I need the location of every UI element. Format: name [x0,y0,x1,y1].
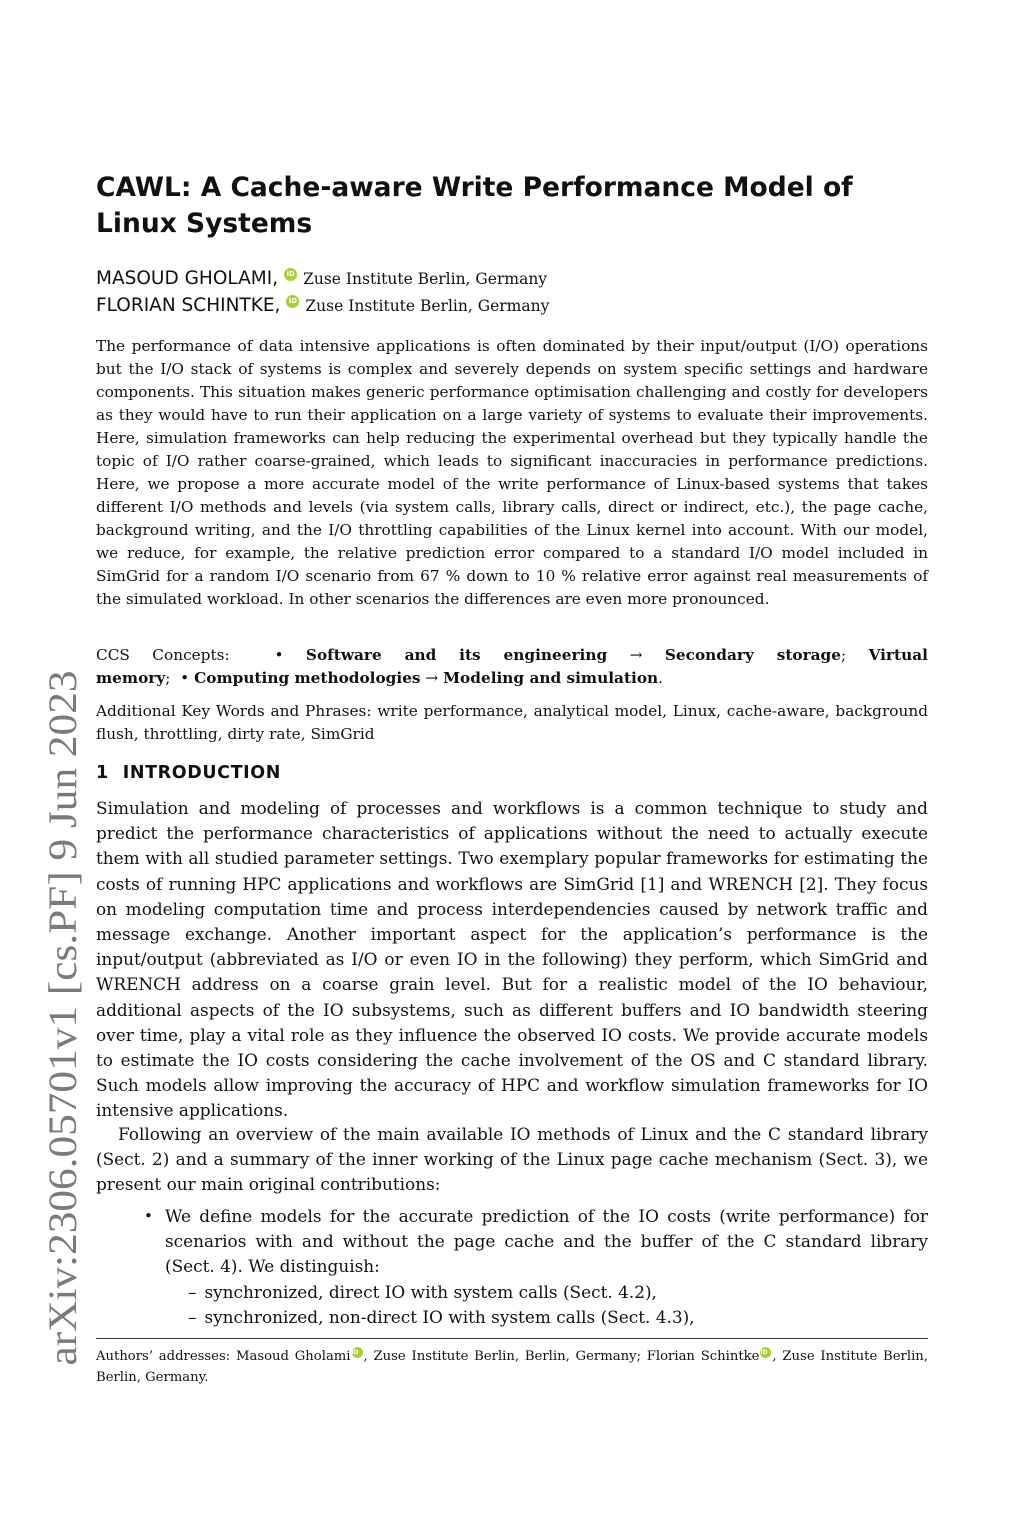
ccs-separator: . [658,669,664,687]
orcid-icon[interactable]: iD [284,268,297,281]
author-affiliation: Zuse Institute Berlin, Germany [305,297,550,315]
intro-paragraph-2: Following an overview of the main available IO methods of Linux and the C standard library (Sect. 2) and a summary of the inner working of the Linux page cache mechanism (Sect. 3), we present our main original contributions: [96,1124,928,1195]
ccs-term: Computing methodologies [194,669,421,687]
sub-list-item [188,1305,695,1330]
dash-icon: – [188,1282,197,1302]
footnote-text: , Zuse Institute Berlin, Berlin, Germany. [96,1349,928,1385]
arrow-icon: → [425,669,439,687]
bullet-icon: • [144,1207,153,1225]
orcid-icon[interactable]: iD [286,295,299,308]
sub-list-item [188,1280,657,1305]
orcid-icon[interactable]: iD [760,1347,771,1358]
ccs-concepts [96,644,928,690]
footnote [96,1346,928,1388]
section-number: 1 [96,763,109,783]
ccs-term: Modeling and simulation [443,669,659,687]
author-1 [96,268,547,294]
author-name: FLORIAN SCHINTKE, [96,295,281,316]
contribution-text: We define models for the accurate prediction of the IO costs (write performance) for scenarios with and without the page cache and the buffer of the C standard library (Sect. 4). We distinguish: [165,1206,928,1277]
ccs-separator: ; [841,646,847,664]
ccs-term: Secondary storage [664,646,841,664]
keywords: Additional Key Words and Phrases: write performance, analytical model, Linux, cache-aware, background flush, throttling, dirty rate, SimGrid [96,702,928,743]
arxiv-stamp [28,318,92,1366]
section-heading [96,763,281,783]
arxiv-stamp-text: arXiv:2306.05701v1 [cs.PF] 9 Jun 2023 [40,723,85,1366]
abstract: The performance of data intensive applications is often dominated by their input/output (I/O) operations but the I/O stack of systems is complex and severely depends on system specific settings and hardware components. This situation makes generic performance optimisation challenging and costly for developers as they would have to run their application on a large variety of systems to evaluate their improvements. Here, simulation frameworks can help reducing the experimental overhead but they typically handle the topic of I/O rather coarse-grained, which leads to significant inaccuracies in performance predictions. Here, we propose a more accurate model of the write performance of Linux-based systems that takes different I/O methods and levels (via system calls, library calls, direct or indirect, etc.), the page cache, background writing, and the I/O throttling capabilities of the Linux kernel into account. With our model, we reduce, for example, the relative prediction error compared to a standard I/O model included in SimGrid for a random I/O scenario from 67 % down to 10 % relative error against real measurements of the simulated workload. In other scenarios the differences are even more pronounced. [96,337,928,608]
dash-icon: – [188,1307,197,1327]
ccs-term: Virtual memory [96,646,928,687]
footnote-text: , Zuse Institute Berlin, Berlin, Germany; Florian Schintke [363,1349,760,1364]
arrow-icon: → [629,646,643,664]
section-title: INTRODUCTION [122,763,281,783]
ccs-label: CCS Concepts: [96,646,230,664]
intro-paragraph-1: Simulation and modeling of processes and workflows is a common technique to study and predict the performance characteristics of applications without the need to actually execute them with all studied parameter settings. Two exemplary popular frameworks for estimating the costs of running HPC applications and workflows are SimGrid [1] and WRENCH [2]. They focus on modeling computation time and process interdependencies caused by network traffic and message exchange. Another important aspect for the application’s performance is the input/output (abbreviated as I/O or even IO in the following) they perform, which SimGrid and WRENCH address on a coarse grain level. But for a realistic model of the IO behaviour, additional aspects of the IO subsystems, such as different buffers and IO bandwidth steering over time, play a vital role as they influence the observed IO costs. We provide accurate models to estimate the IO costs considering the cache involvement of the OS and C standard library. Such models allow improving the accuracy of HPC and workflow simulation frameworks for IO intensive applications. [96,798,928,1121]
contribution-item [144,1204,928,1280]
paper-title: CAWL: A Cache-aware Write Performance Model of Linux Systems [96,172,853,239]
footnote-rule [96,1338,928,1339]
author-affiliation: Zuse Institute Berlin, Germany [303,270,548,288]
ccs-separator: ; [165,669,171,687]
sub-item-text: synchronized, non-direct IO with system calls (Sect. 4.3), [204,1307,695,1327]
bullet-icon: • [274,646,284,664]
orcid-icon[interactable]: iD [352,1347,363,1358]
ccs-term: Software and its engineering [305,646,608,664]
footnote-text: Authors’ addresses: Masoud Gholami [96,1349,351,1364]
author-name: MASOUD GHOLAMI, [96,268,279,289]
author-2 [96,295,549,321]
bullet-icon: • [180,669,190,687]
sub-item-text: synchronized, direct IO with system calls (Sect. 4.2), [204,1282,657,1302]
